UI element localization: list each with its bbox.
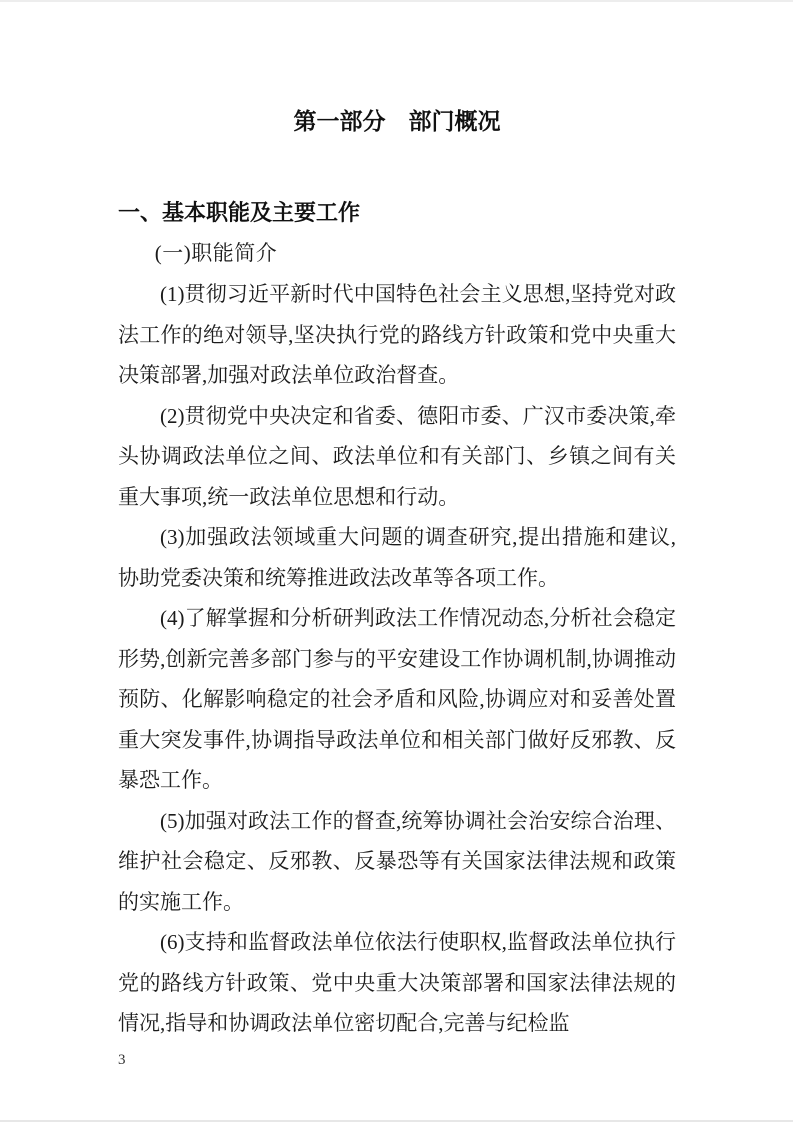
page-content bbox=[0, 2, 793, 1120]
paragraph-3: (3)加强政法领域重大问题的调查研究,提出措施和建议,协助党委决策和统筹推进政法改革等各项工作。 bbox=[118, 525, 676, 590]
paragraph-6: (6)支持和监督政法单位依法行使职权,监督政法单位执行党的路线方针政策、党中央重大决策部署和国家法律法规的情况,指导和协调政法单位密切配合,完善与纪检监 bbox=[118, 930, 676, 1035]
paragraph-4: (4)了解掌握和分析研判政法工作情况动态,分析社会稳定形势,创新完善多部门参与的平安建设工作协调机制,协调推动预防、化解影响稳定的社会矛盾和风险,协调应对和妥善处置重大突发事件,协调指导政法单位和相关部门做好反邪教、反暴恐工作。 bbox=[118, 606, 676, 792]
document-title: 第一部分 部门概况 bbox=[293, 108, 501, 134]
paragraph-5: (5)加强对政法工作的督查,统筹协调社会治安综合治理、维护社会稳定、反邪教、反暴恐等有关国家法律法规和政策的实施工作。 bbox=[118, 808, 676, 914]
page-number: 3 bbox=[118, 1051, 126, 1068]
paragraph-1: (1)贯彻习近平新时代中国特色社会主义思想,坚持党对政法工作的绝对领导,坚决执行党的路线方针政策和党中央重大决策部署,加强对政法单位政治督查。 bbox=[118, 282, 676, 387]
subsection-heading: (一)职能简介 bbox=[154, 241, 278, 265]
paragraph-2: (2)贯彻党中央决定和省委、德阳市委、广汉市委决策,牵头协调政法单位之间、政法单位和有关部门、乡镇之间有关重大事项,统一政法单位思想和行动。 bbox=[118, 403, 676, 509]
section-heading: 一、基本职能及主要工作 bbox=[118, 200, 361, 225]
